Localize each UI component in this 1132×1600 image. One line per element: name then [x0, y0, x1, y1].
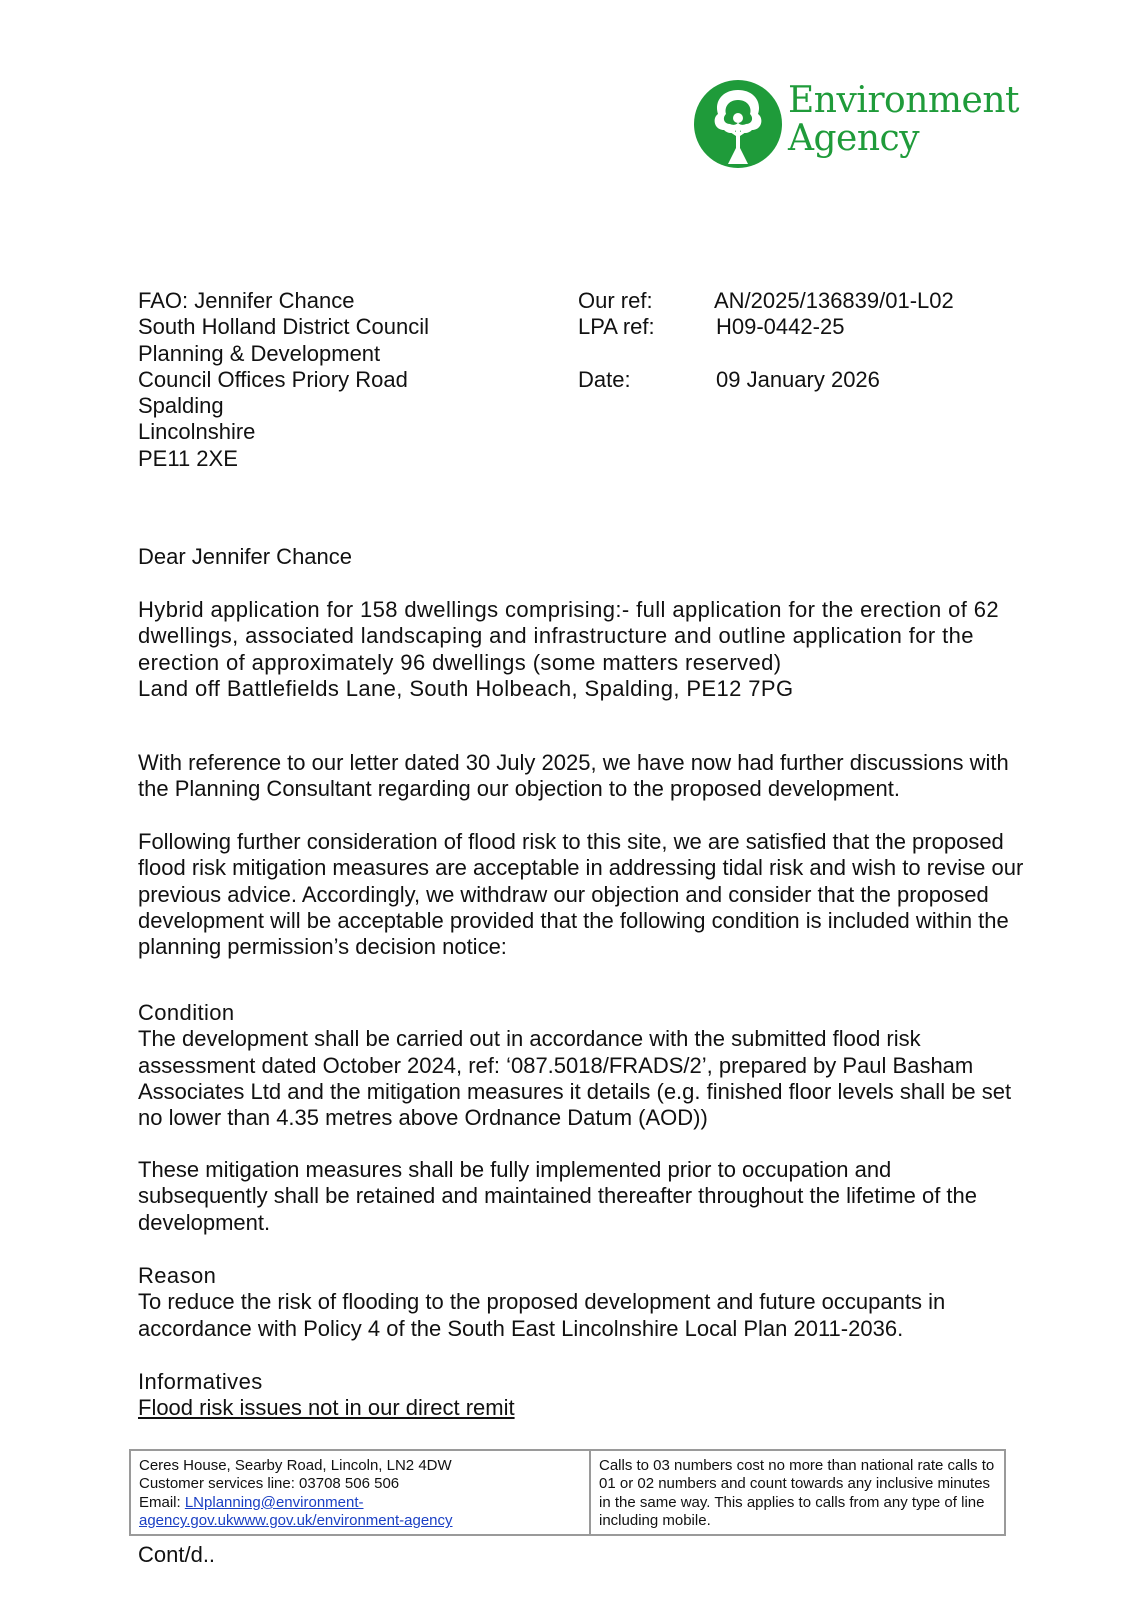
footer-email-link[interactable]: LNplanning@environment-: [184, 1493, 364, 1511]
condition-heading: Condition: [138, 1000, 235, 1025]
date-value: 09 January 2026: [716, 366, 880, 392]
informatives-heading: Informatives: [138, 1369, 263, 1394]
informatives-subheading: Flood risk issues not in our direct remit: [138, 1395, 515, 1421]
paragraph-1: [138, 750, 1038, 803]
application-location: Land off Battlefields Lane, South Holbeach, Spalding, PE12 7PG: [138, 675, 794, 701]
environment-agency-logo: [692, 78, 1022, 170]
footer-phone: Customer services line: 03708 506 506: [139, 1475, 400, 1493]
application-heading: [138, 597, 1018, 702]
our-ref-label: Our ref:: [578, 288, 653, 313]
reason-text: To reduce the risk of flooding to the proposed development and future occupants in accordance with Policy 4 of the South East Lincolnshire Local Plan 2011-2036.: [138, 1289, 946, 1341]
lpa-ref-label: LPA ref:: [578, 314, 655, 340]
recipient-line: Lincolnshire: [138, 419, 256, 445]
footer-email-label: Email:: [139, 1493, 185, 1511]
footer-address: Ceres House, Searby Road, Lincoln, LN2 4DW: [139, 1457, 452, 1474]
informatives-section: [138, 1369, 1038, 1422]
recipient-line: Spalding: [138, 393, 224, 419]
recipient-line: Planning & Development: [138, 340, 381, 366]
logo-wordmark: [788, 82, 1019, 158]
recipient-line: PE11 2XE: [138, 445, 238, 471]
condition-text: The development shall be carried out in accordance with the submitted flood risk assessment dated October 2024, ref: ‘087.5018/FRADS/2’, prepared by Paul Basham Associates Ltd and the mitigation measures it details (e.g. finished floor levels shall be set no lower than 4.35 metres above Ordnance Datum (AOD)): [138, 1026, 1012, 1131]
condition-text-2: [138, 1157, 1018, 1236]
logo-line-1: Environment: [788, 80, 1019, 121]
recipient-line: Council Offices Priory Road: [138, 366, 408, 392]
recipient-address: [138, 288, 429, 472]
logo-line-2: Agency: [788, 118, 920, 159]
paragraph-2: [138, 829, 1033, 960]
our-ref-value: AN/2025/136839/01-L02: [714, 288, 954, 313]
footer-contact: [131, 1451, 591, 1534]
salutation-text: Dear Jennifer Chance: [138, 544, 353, 569]
tree-figure-icon: [692, 78, 784, 170]
application-description: Hybrid application for 158 dwellings comprising:- full application for the erection of 62 dwellings, associated landscaping and infrastructure and outline application for the erection of approximately 96 dwellings (some matters reserved): [138, 597, 1000, 675]
condition-section: [138, 1000, 1018, 1131]
footer-calls-text: Calls to 03 numbers cost no more than national rate calls to 01 or 02 numbers and count towards any inclusive minutes in the same way. This applies to calls from any type of line including mobile.: [599, 1457, 995, 1530]
date-label: Date:: [578, 366, 631, 392]
footer-box: [129, 1449, 1006, 1536]
paragraph-2-text: Following further consideration of flood risk to this site, we are satisfied that the proposed flood risk mitigation measures are acceptable in addressing tidal risk and wish to revise our previous advice. Accordingly, we withdraw our objection and consider that the proposed development will be acceptable provided that the following condition is included within the planning permission’s decision notice:: [138, 829, 1024, 960]
lpa-ref-value: H09-0442-25: [716, 314, 845, 340]
paragraph-1-text: With reference to our letter dated 30 July 2025, we have now had further discussions with the Planning Consultant regarding our objection to the proposed development.: [138, 750, 1009, 802]
continued-marker: Cont/d..: [138, 1542, 216, 1567]
reason-heading: Reason: [138, 1263, 217, 1288]
footer-email-line: [139, 1494, 581, 1512]
reason-section: [138, 1263, 1018, 1342]
condition-text-2-body: These mitigation measures shall be fully implemented prior to occupation and subsequently shall be retained and maintained thereafter throughout the lifetime of the development.: [138, 1157, 977, 1235]
salutation: [138, 544, 1038, 570]
recipient-line: FAO: Jennifer Chance: [138, 288, 355, 313]
recipient-line: South Holland District Council: [138, 314, 430, 340]
footer-website-link[interactable]: agency.gov.ukwww.gov.uk/environment-agency: [139, 1512, 453, 1530]
footer-calls-note: [591, 1451, 1004, 1534]
